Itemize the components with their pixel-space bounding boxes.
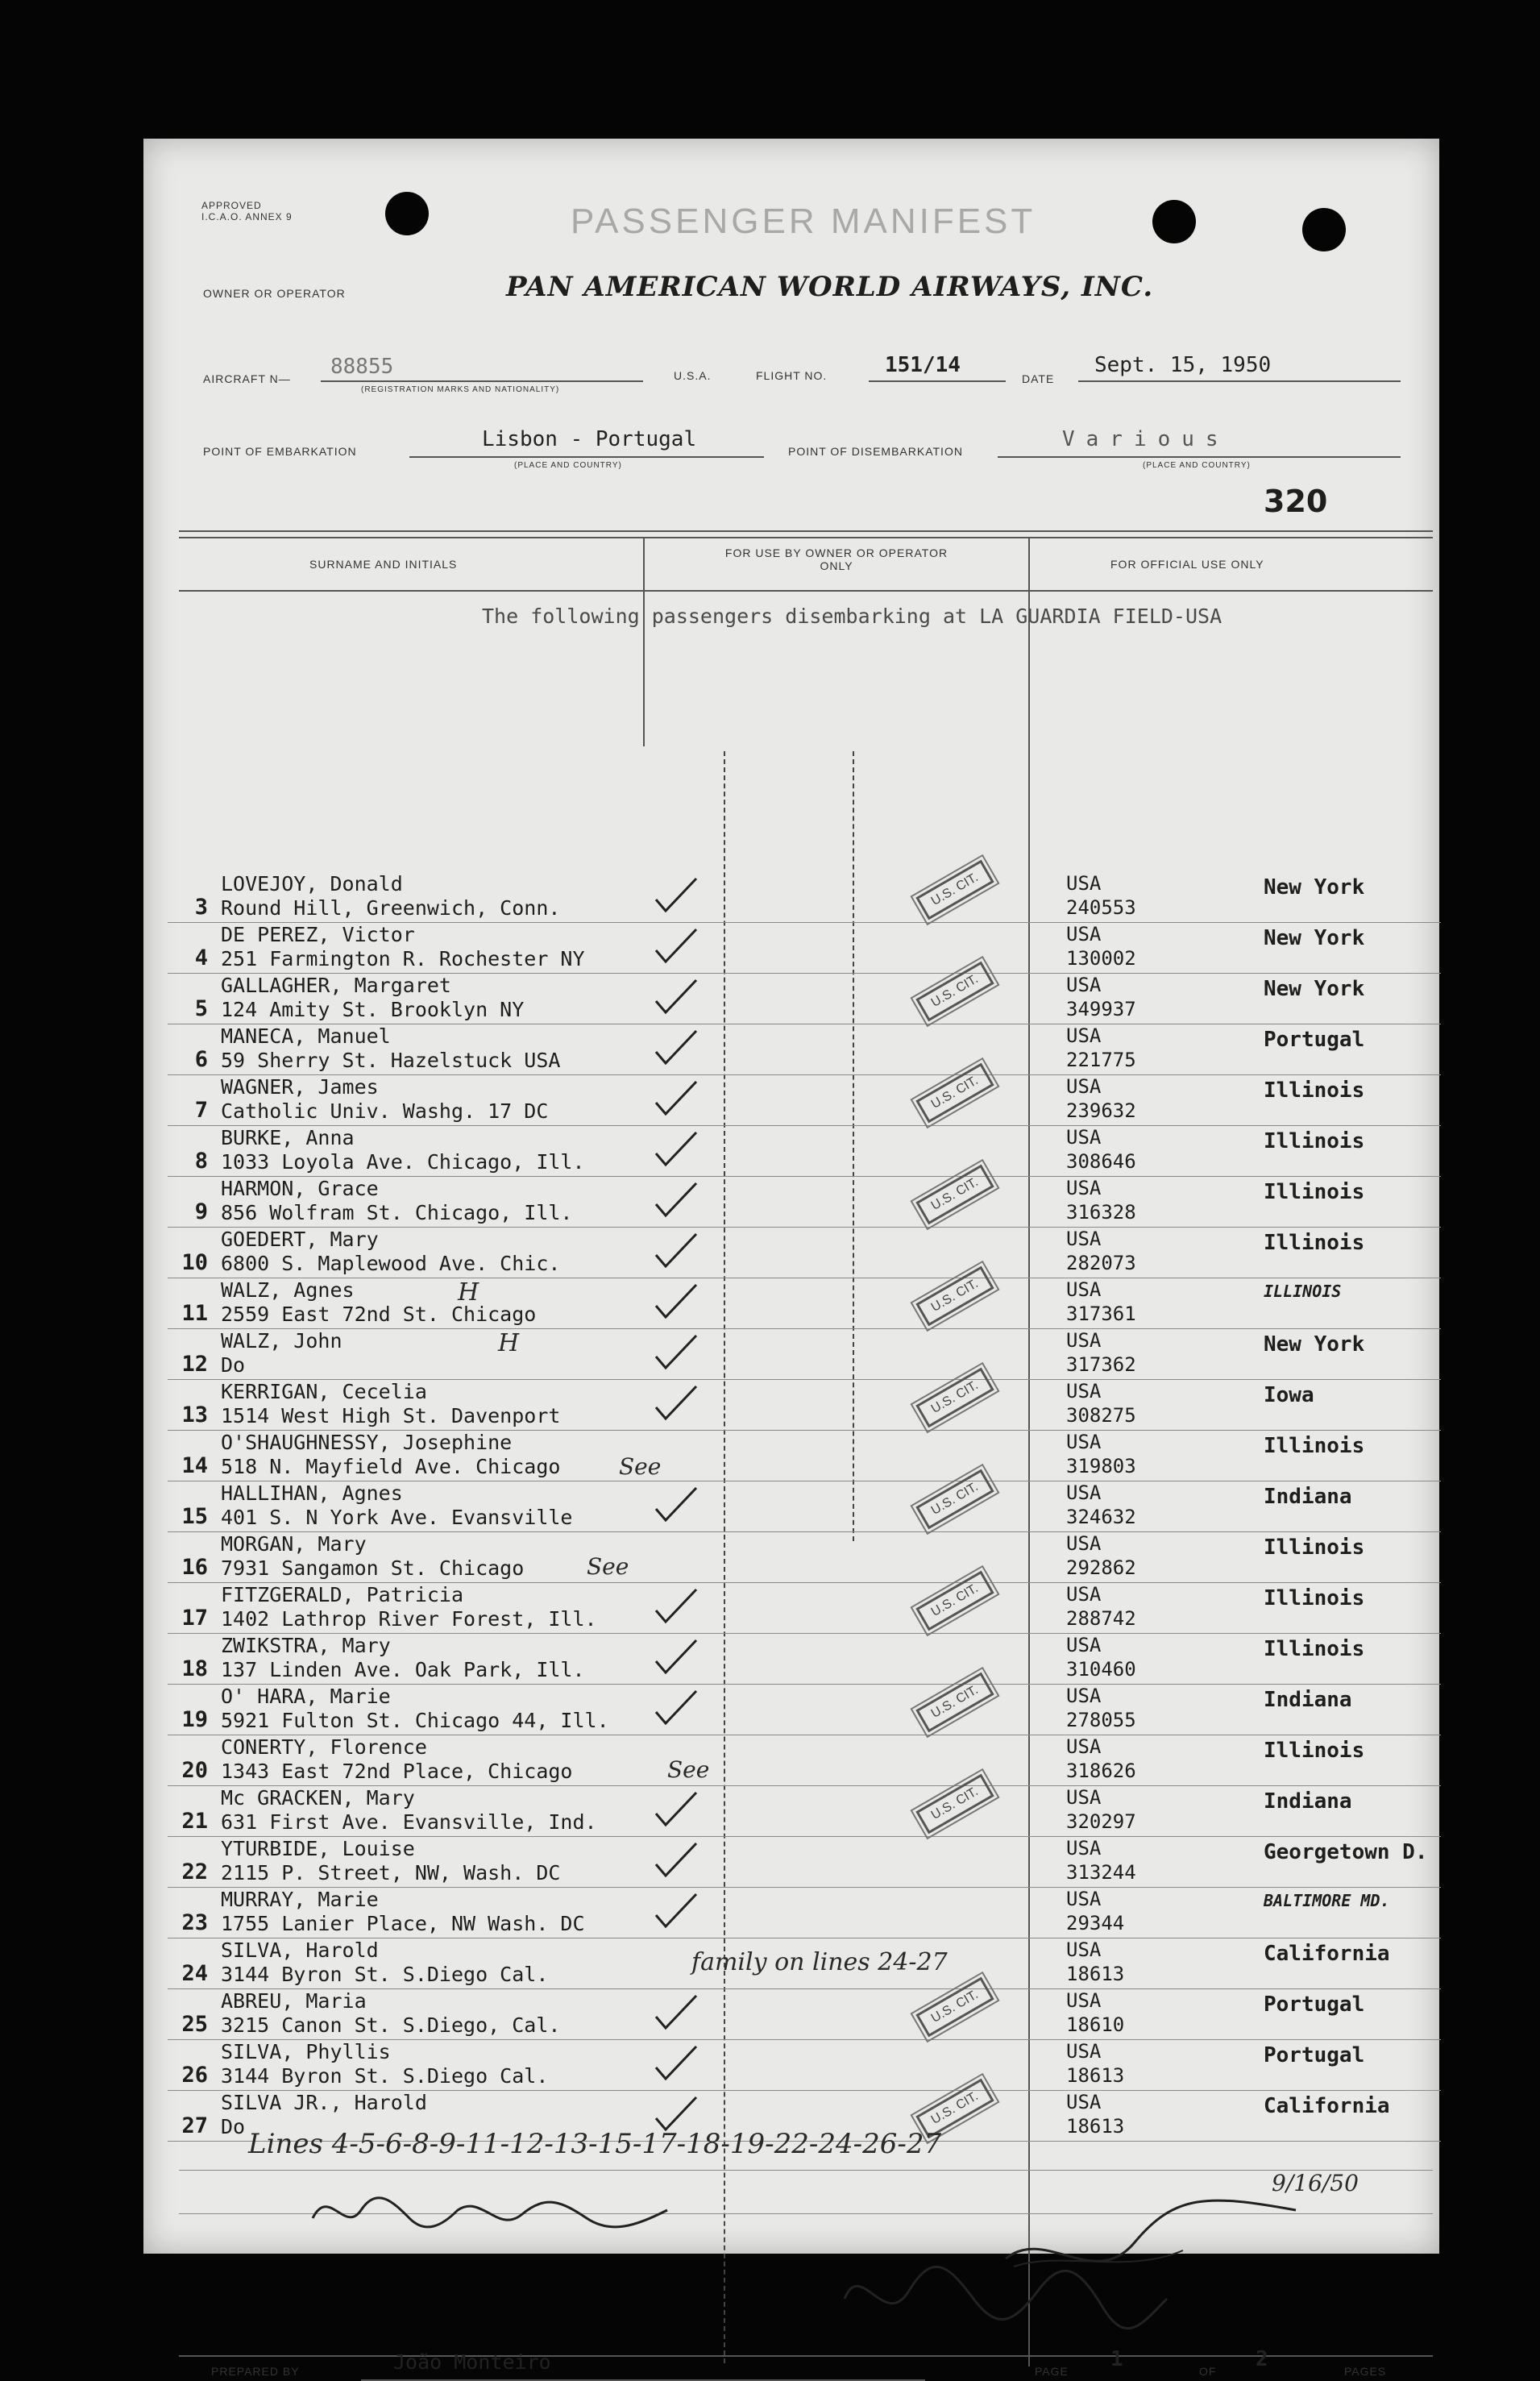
owner-label: OWNER OR OPERATOR xyxy=(203,287,346,300)
passport-number: 282073 xyxy=(1066,1252,1136,1274)
check-mark xyxy=(651,2043,699,2084)
passenger-row xyxy=(168,1888,1441,1938)
col-surname-header: SURNAME AND INITIALS xyxy=(309,558,458,571)
passport-number: 18613 xyxy=(1066,2115,1125,2138)
passenger-destination: Illinois xyxy=(1264,1231,1365,1255)
manifest-number: 320 xyxy=(1264,484,1328,519)
passenger-address: 1514 West High St. Davenport xyxy=(221,1404,561,1427)
passenger-destination: Illinois xyxy=(1264,1180,1365,1204)
passenger-row xyxy=(168,1075,1441,1126)
passenger-name: WAGNER, James xyxy=(221,1075,379,1099)
passenger-name: KERRIGAN, Cecelia xyxy=(221,1380,427,1403)
passport-number: 18613 xyxy=(1066,2064,1125,2087)
passport-number: 292862 xyxy=(1066,1556,1136,1579)
passenger-name: YTURBIDE, Louise xyxy=(221,1837,415,1860)
passport-number: 318626 xyxy=(1066,1760,1136,1782)
check-mark xyxy=(651,1129,699,1170)
passenger-name: SILVA JR., Harold xyxy=(221,2091,427,2114)
check-mark xyxy=(651,1637,699,1677)
passenger-destination: Illinois xyxy=(1264,1078,1365,1103)
passenger-nationality: USA xyxy=(1066,1888,1102,1910)
passenger-name: WALZ, Agnes xyxy=(221,1278,355,1302)
passenger-name: Mc GRACKEN, Mary xyxy=(221,1786,415,1810)
passenger-nationality: USA xyxy=(1066,1735,1102,1758)
passport-number: 308275 xyxy=(1066,1404,1136,1427)
passenger-address: 1343 East 72nd Place, Chicago xyxy=(221,1760,573,1783)
passport-number: 29344 xyxy=(1066,1912,1125,1934)
passenger-nationality: USA xyxy=(1066,2091,1102,2113)
passenger-name: O'SHAUGHNESSY, Josephine xyxy=(221,1431,513,1454)
passenger-destination: Indiana xyxy=(1264,1688,1352,1712)
passenger-nationality: USA xyxy=(1066,1177,1102,1199)
citizen-stamp: U.S. CIT. xyxy=(915,1368,994,1428)
passenger-nationality: USA xyxy=(1066,1938,1102,1961)
family-note: family on lines 24-27 xyxy=(691,1948,948,1976)
handwritten-see: See xyxy=(619,1453,662,1480)
passenger-address: 3144 Byron St. S.Diego Cal. xyxy=(221,2064,549,2088)
line-number: 20 xyxy=(181,1758,208,1783)
passenger-nationality: USA xyxy=(1066,1431,1102,1453)
passenger-row xyxy=(168,1837,1441,1888)
check-mark xyxy=(651,1383,699,1423)
line-number: 11 xyxy=(181,1301,208,1326)
passenger-address: 3215 Canon St. S.Diego, Cal. xyxy=(221,2013,561,2037)
passenger-destination: Indiana xyxy=(1264,1789,1352,1814)
passenger-name: SILVA, Phyllis xyxy=(221,2040,391,2063)
handwritten-date: 9/16/50 xyxy=(1272,2170,1359,2196)
form-title: PASSENGER MANIFEST xyxy=(571,202,1036,241)
passenger-address: 124 Amity St. Brooklyn NY xyxy=(221,998,525,1021)
passenger-row xyxy=(168,1126,1441,1177)
passenger-destination: Illinois xyxy=(1264,1586,1365,1610)
passenger-nationality: USA xyxy=(1066,1685,1102,1707)
passenger-name: MANECA, Manuel xyxy=(221,1024,391,1048)
passenger-nationality: USA xyxy=(1066,1634,1102,1656)
date-label: DATE xyxy=(1022,372,1055,385)
line-number: 8 xyxy=(194,1149,208,1174)
citizen-stamp: U.S. CIT. xyxy=(915,1673,994,1733)
check-mark xyxy=(651,1789,699,1830)
line-number: 27 xyxy=(181,2113,208,2138)
citizen-stamp: U.S. CIT. xyxy=(915,1774,994,1835)
passport-number: 288742 xyxy=(1066,1607,1136,1630)
passenger-nationality: USA xyxy=(1066,1228,1102,1250)
passenger-name: FITZGERALD, Patricia xyxy=(221,1583,464,1606)
citizen-stamp: U.S. CIT. xyxy=(915,1469,994,1530)
passenger-nationality: USA xyxy=(1066,974,1102,996)
passenger-destination: ILLINOIS xyxy=(1264,1282,1342,1301)
passenger-address: 5921 Fulton St. Chicago 44, Ill. xyxy=(221,1709,609,1732)
passenger-nationality: USA xyxy=(1066,1837,1102,1860)
passenger-row xyxy=(168,1532,1441,1583)
line-number: 6 xyxy=(194,1047,208,1072)
signature-inspector xyxy=(998,2178,1304,2291)
passenger-destination: Iowa xyxy=(1264,1383,1314,1407)
passenger-nationality: USA xyxy=(1066,2040,1102,2063)
passenger-row xyxy=(168,1938,1441,1989)
passenger-row xyxy=(168,1786,1441,1837)
passenger-name: GOEDERT, Mary xyxy=(221,1228,379,1251)
passenger-address: 1033 Loyola Ave. Chicago, Ill. xyxy=(221,1150,585,1174)
passenger-name: SILVA, Harold xyxy=(221,1938,379,1962)
passenger-nationality: USA xyxy=(1066,1583,1102,1606)
handwritten-h: H xyxy=(458,1278,479,1307)
date-value: Sept. 15, 1950 xyxy=(1094,353,1272,377)
nationality-value: U.S.A. xyxy=(674,369,712,382)
passenger-address: 6800 S. Maplewood Ave. Chic. xyxy=(221,1252,561,1275)
passport-number: 317361 xyxy=(1066,1303,1136,1325)
pages-label: PAGES xyxy=(1344,2365,1387,2378)
passenger-destination: Portugal xyxy=(1264,1992,1365,2017)
aircraft-sub: (REGISTRATION MARKS AND NATIONALITY) xyxy=(361,385,560,394)
check-mark xyxy=(651,1332,699,1373)
passenger-address: 2559 East 72nd St. Chicago xyxy=(221,1303,537,1326)
passport-number: 320297 xyxy=(1066,1810,1136,1833)
passenger-name: DE PEREZ, Victor xyxy=(221,923,415,946)
passenger-destination: Portugal xyxy=(1264,2043,1365,2067)
passenger-row xyxy=(168,974,1441,1024)
owner-value: PAN AMERICAN WORLD AIRWAYS, INC. xyxy=(506,271,1154,303)
check-mark xyxy=(651,1180,699,1220)
embark-sub: (PLACE AND COUNTRY) xyxy=(514,461,622,470)
disembark-label: POINT OF DISEMBARKATION xyxy=(788,445,963,458)
disembark-note: The following passengers disembarking at LA GUARDIA FIELD-USA xyxy=(482,605,1222,628)
citizen-stamp: U.S. CIT. xyxy=(915,1977,994,2038)
disembark-sub: (PLACE AND COUNTRY) xyxy=(1143,461,1251,470)
embark-value: Lisbon - Portugal xyxy=(482,427,697,451)
passenger-address: 631 First Ave. Evansville, Ind. xyxy=(221,1810,597,1834)
lines-note: Lines 4-5-6-8-9-11-12-13-15-17-18-19-22-24-26-27 xyxy=(248,2128,942,2160)
passport-number: 221775 xyxy=(1066,1049,1136,1071)
passenger-list xyxy=(168,872,1441,2142)
passport-number: 310460 xyxy=(1066,1658,1136,1681)
passenger-row xyxy=(168,872,1441,923)
line-number: 17 xyxy=(181,1606,208,1631)
passenger-nationality: USA xyxy=(1066,1075,1102,1098)
col-owner-header: FOR USE BY OWNER OR OPERATOR ONLY xyxy=(724,546,948,572)
check-mark xyxy=(651,926,699,966)
check-mark xyxy=(651,1485,699,1525)
passport-number: 18613 xyxy=(1066,1963,1125,1985)
check-mark xyxy=(651,977,699,1017)
punch-hole xyxy=(1152,200,1196,243)
passenger-row xyxy=(168,1329,1441,1380)
check-mark xyxy=(651,1688,699,1728)
passenger-nationality: USA xyxy=(1066,1481,1102,1504)
line-number: 24 xyxy=(181,1961,208,1986)
flight-value: 151/14 xyxy=(885,353,961,377)
passenger-row xyxy=(168,1177,1441,1228)
passenger-row xyxy=(168,1735,1441,1786)
passenger-address: Round Hill, Greenwich, Conn. xyxy=(221,896,561,920)
passenger-address: Do xyxy=(221,2115,246,2138)
passenger-name: HARMON, Grace xyxy=(221,1177,379,1200)
passenger-destination: Indiana xyxy=(1264,1485,1352,1509)
passenger-name: CONERTY, Florence xyxy=(221,1735,427,1759)
passport-number: 319803 xyxy=(1066,1455,1136,1477)
prepared-label: PREPARED BY xyxy=(211,2365,300,2378)
passenger-address: 137 Linden Ave. Oak Park, Ill. xyxy=(221,1658,585,1681)
handwritten-see: See xyxy=(667,1756,710,1783)
passenger-name: LOVEJOY, Donald xyxy=(221,872,403,895)
passenger-row xyxy=(168,1024,1441,1075)
line-number: 12 xyxy=(181,1352,208,1377)
page-label: PAGE xyxy=(1035,2365,1069,2378)
passenger-nationality: USA xyxy=(1066,1786,1102,1809)
check-mark xyxy=(651,1891,699,1931)
passport-number: 239632 xyxy=(1066,1099,1136,1122)
line-number: 4 xyxy=(194,945,208,970)
line-number: 16 xyxy=(181,1555,208,1580)
check-mark xyxy=(651,875,699,916)
line-number: 26 xyxy=(181,2063,208,2088)
passenger-name: BURKE, Anna xyxy=(221,1126,355,1149)
passenger-address: 251 Farmington R. Rochester NY xyxy=(221,947,585,970)
col-official-header: FOR OFFICIAL USE ONLY xyxy=(1110,558,1264,571)
citizen-stamp: U.S. CIT. xyxy=(915,2079,994,2139)
check-mark xyxy=(651,1840,699,1880)
passenger-destination: Illinois xyxy=(1264,1434,1365,1458)
punch-hole xyxy=(1302,208,1346,251)
passenger-destination: Illinois xyxy=(1264,1739,1365,1763)
passport-number: 240553 xyxy=(1066,896,1136,919)
passenger-destination: Portugal xyxy=(1264,1028,1365,1052)
flight-label: FLIGHT NO. xyxy=(756,369,828,382)
embark-label: POINT OF EMBARKATION xyxy=(203,445,357,458)
passenger-name: MORGAN, Mary xyxy=(221,1532,367,1556)
passenger-name: O' HARA, Marie xyxy=(221,1685,391,1708)
citizen-stamp: U.S. CIT. xyxy=(915,962,994,1022)
line-number: 23 xyxy=(181,1910,208,1935)
line-number: 21 xyxy=(181,1809,208,1834)
citizen-stamp: U.S. CIT. xyxy=(915,1571,994,1631)
passport-number: 308646 xyxy=(1066,1150,1136,1173)
passenger-nationality: USA xyxy=(1066,1024,1102,1047)
citizen-stamp: U.S. CIT. xyxy=(915,860,994,920)
passenger-destination: Illinois xyxy=(1264,1535,1365,1560)
line-number: 15 xyxy=(181,1504,208,1529)
passenger-name: MURRAY, Marie xyxy=(221,1888,379,1911)
check-mark xyxy=(651,1992,699,2033)
of-value: 2 xyxy=(1256,2347,1268,2371)
citizen-stamp: U.S. CIT. xyxy=(915,1063,994,1124)
passport-number: 313244 xyxy=(1066,1861,1136,1884)
passenger-destination: BALTIMORE MD. xyxy=(1264,1891,1390,1910)
line-number: 13 xyxy=(181,1402,208,1427)
passenger-row xyxy=(168,1481,1441,1532)
handwritten-h: H xyxy=(498,1329,520,1357)
passenger-destination: New York xyxy=(1264,875,1365,900)
citizen-stamp: U.S. CIT. xyxy=(915,1266,994,1327)
check-mark xyxy=(651,1586,699,1627)
of-label: OF xyxy=(1199,2365,1217,2378)
line-number: 18 xyxy=(181,1656,208,1681)
passenger-destination: Illinois xyxy=(1264,1637,1365,1661)
passenger-row xyxy=(168,1278,1441,1329)
prepared-value: João Monteiro xyxy=(393,2350,551,2374)
line-number: 19 xyxy=(181,1707,208,1732)
passenger-nationality: USA xyxy=(1066,1329,1102,1352)
line-number: 5 xyxy=(194,996,208,1021)
punch-hole xyxy=(385,192,429,235)
passenger-nationality: USA xyxy=(1066,872,1102,895)
check-mark xyxy=(651,1028,699,1068)
passenger-destination: New York xyxy=(1264,977,1365,1001)
passenger-address: 1755 Lanier Place, NW Wash. DC xyxy=(221,1912,585,1935)
passenger-nationality: USA xyxy=(1066,1989,1102,2012)
passenger-address: 7931 Sangamon St. Chicago xyxy=(221,1556,525,1580)
line-number: 22 xyxy=(181,1860,208,1884)
passport-number: 278055 xyxy=(1066,1709,1136,1731)
line-number: 3 xyxy=(194,895,208,920)
passenger-address: 3144 Byron St. S.Diego Cal. xyxy=(221,1963,549,1986)
passenger-destination: Illinois xyxy=(1264,1129,1365,1153)
passenger-name: ABREU, Maria xyxy=(221,1989,367,2013)
passenger-destination: California xyxy=(1264,2094,1390,2118)
passenger-address: 1402 Lathrop River Forest, Ill. xyxy=(221,1607,597,1631)
passport-number: 316328 xyxy=(1066,1201,1136,1224)
passenger-destination: New York xyxy=(1264,1332,1365,1357)
passenger-destination: New York xyxy=(1264,926,1365,950)
passenger-row xyxy=(168,1989,1441,2040)
disembark-value: Various xyxy=(1062,427,1230,451)
passenger-nationality: USA xyxy=(1066,923,1102,945)
passenger-row xyxy=(168,1634,1441,1685)
passport-number: 130002 xyxy=(1066,947,1136,970)
passport-number: 349937 xyxy=(1066,998,1136,1020)
passenger-address: Catholic Univ. Washg. 17 DC xyxy=(221,1099,549,1123)
passenger-destination: California xyxy=(1264,1942,1390,1966)
passenger-nationality: USA xyxy=(1066,1532,1102,1555)
passenger-name: GALLAGHER, Margaret xyxy=(221,974,451,997)
passenger-row xyxy=(168,1228,1441,1278)
passenger-row xyxy=(168,1685,1441,1735)
page-value: 1 xyxy=(1110,2347,1123,2371)
aircraft-value: 88855 xyxy=(330,355,394,379)
passenger-name: WALZ, John xyxy=(221,1329,342,1353)
passenger-name: HALLIHAN, Agnes xyxy=(221,1481,403,1505)
handwritten-see: See xyxy=(587,1553,629,1580)
aircraft-label: AIRCRAFT N— xyxy=(203,372,291,385)
passenger-address: 401 S. N York Ave. Evansville xyxy=(221,1506,573,1529)
passenger-row xyxy=(168,923,1441,974)
signature-balena xyxy=(305,2178,675,2250)
passenger-row xyxy=(168,2040,1441,2091)
passport-number: 18610 xyxy=(1066,2013,1125,2036)
passenger-address: Do xyxy=(221,1353,246,1377)
passenger-row xyxy=(168,1380,1441,1431)
citizen-stamp: U.S. CIT. xyxy=(915,1165,994,1225)
line-number: 14 xyxy=(181,1453,208,1478)
passport-number: 317362 xyxy=(1066,1353,1136,1376)
passport-number: 324632 xyxy=(1066,1506,1136,1528)
passenger-address: 59 Sherry St. Hazelstuck USA xyxy=(221,1049,561,1072)
manifest-page xyxy=(143,139,1439,2378)
check-mark xyxy=(651,1282,699,1322)
passenger-name: ZWIKSTRA, Mary xyxy=(221,1634,391,1657)
passenger-address: 856 Wolfram St. Chicago, Ill. xyxy=(221,1201,573,1224)
passenger-row xyxy=(168,1431,1441,1481)
line-number: 9 xyxy=(194,1199,208,1224)
passenger-nationality: USA xyxy=(1066,1126,1102,1149)
passenger-row xyxy=(168,1583,1441,1634)
check-mark xyxy=(651,1231,699,1271)
passenger-address: 2115 P. Street, NW, Wash. DC xyxy=(221,1861,561,1884)
passenger-nationality: USA xyxy=(1066,1278,1102,1301)
line-number: 10 xyxy=(181,1250,208,1275)
line-number: 7 xyxy=(194,1098,208,1123)
approval-stamp: APPROVED I.C.A.O. ANNEX 9 xyxy=(201,200,293,222)
passenger-address: 518 N. Mayfield Ave. Chicago xyxy=(221,1455,561,1478)
passenger-destination: Georgetown D. xyxy=(1264,1840,1428,1864)
check-mark xyxy=(651,1078,699,1119)
passenger-nationality: USA xyxy=(1066,1380,1102,1402)
line-number: 25 xyxy=(181,2012,208,2037)
